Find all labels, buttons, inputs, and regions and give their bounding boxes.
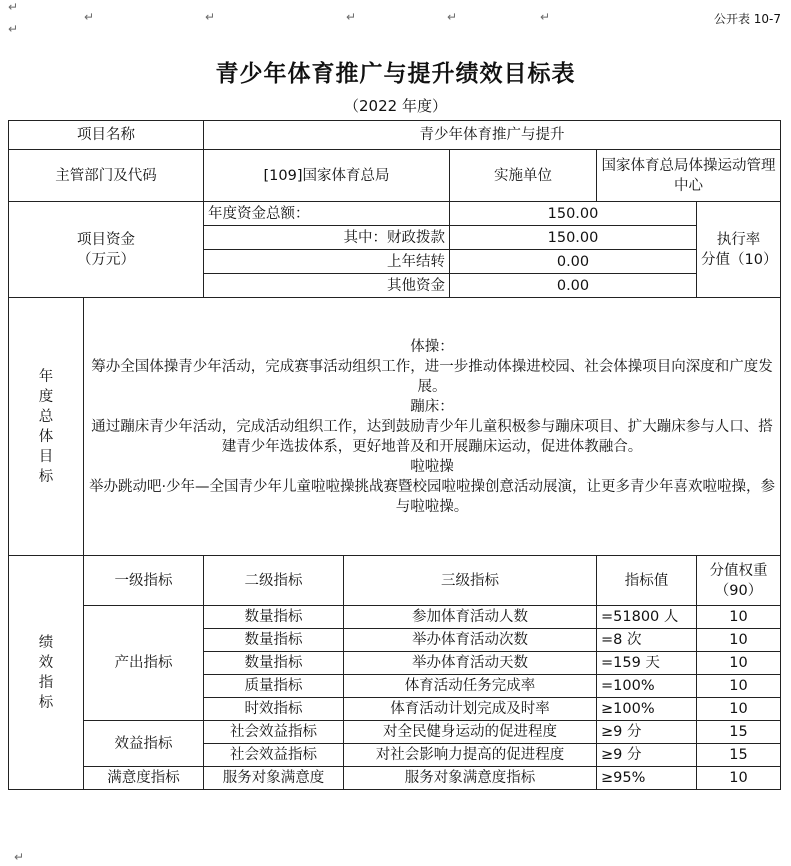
value-cell: =100% [597, 675, 697, 698]
value-cell: ≥9 分 [597, 721, 697, 744]
dept-row [9, 150, 781, 202]
performance-table [8, 120, 781, 790]
header-value: 指标值 [597, 556, 697, 606]
goals-label [9, 298, 84, 556]
level2-cell: 质量指标 [204, 675, 344, 698]
value-cell: ≥9 分 [597, 744, 697, 767]
indicator-header-row [9, 556, 781, 606]
goals-label-char: 体 [38, 428, 54, 445]
level2-cell: 数量指标 [204, 606, 344, 629]
indicators-label-char: 效 [38, 654, 54, 671]
level2-cell: 社会效益指标 [204, 744, 344, 767]
funds-label-line2: （万元） [77, 251, 135, 268]
paragraph-mark: ↵ [205, 10, 216, 24]
weight-cell: 10 [697, 629, 781, 652]
paragraph-mark: ↵ [84, 10, 95, 24]
header-level1: 一级指标 [84, 556, 204, 606]
table-row [9, 767, 781, 790]
weight-cell: 10 [697, 606, 781, 629]
paragraph-mark: ↵ [8, 22, 19, 36]
dept-label: 主管部门及代码 [9, 150, 204, 202]
paragraph-mark: ↵ [540, 10, 551, 24]
goals-text [84, 298, 781, 556]
level3-cell: 服务对象满意度指标 [344, 767, 597, 790]
goals-label-char: 总 [38, 408, 54, 425]
funds-item-value: 150.00 [450, 226, 697, 250]
paragraph-mark: ↵ [14, 850, 25, 864]
level3-cell: 体育活动任务完成率 [344, 675, 597, 698]
header-level2: 二级指标 [204, 556, 344, 606]
funds-item-label: 其他资金 [204, 274, 450, 298]
table-row [9, 606, 781, 629]
weight-cell: 15 [697, 744, 781, 767]
level1-benefit: 效益指标 [84, 721, 204, 767]
paragraph-mark: ↵ [346, 10, 357, 24]
level3-cell: 体育活动计划完成及时率 [344, 698, 597, 721]
project-name-row [9, 121, 781, 150]
funds-label-line1: 项目资金 [77, 231, 135, 248]
header-weight-line2: （90） [714, 582, 763, 599]
weight-cell: 10 [697, 652, 781, 675]
level1-satisfaction: 满意度指标 [84, 767, 204, 790]
document-title: 青少年体育推广与提升绩效目标表 [215, 61, 576, 87]
goals-label-char: 标 [38, 468, 54, 485]
exec-rate-line2: 分值（10） [701, 251, 778, 268]
level2-cell: 时效指标 [204, 698, 344, 721]
goals-row [9, 298, 781, 556]
funds-item-label: 年度资金总额： [204, 202, 450, 226]
document-year: （2022 年度） [344, 97, 447, 115]
level2-cell: 数量指标 [204, 652, 344, 675]
goals-label-char: 目 [38, 448, 54, 465]
funds-item-label: 其中：财政拨款 [204, 226, 450, 250]
level3-cell: 举办体育活动天数 [344, 652, 597, 675]
header-weight-line1: 分值权重 [709, 562, 768, 579]
project-name-label: 项目名称 [9, 121, 204, 150]
weight-cell: 10 [697, 698, 781, 721]
header-weight [697, 556, 781, 606]
goal-heading-cheerleading: 啦啦操 [410, 458, 454, 475]
document-code: 公开表 10-7 [713, 12, 781, 26]
level3-cell: 举办体育活动次数 [344, 629, 597, 652]
unit-value: 国家体育总局体操运动管理中心 [597, 150, 781, 202]
goals-label-char: 年 [38, 368, 54, 385]
weight-cell: 10 [697, 767, 781, 790]
goals-label-char: 度 [38, 388, 54, 405]
table-row [9, 721, 781, 744]
value-cell: ≥95% [597, 767, 697, 790]
level1-output: 产出指标 [84, 606, 204, 721]
level2-cell: 数量指标 [204, 629, 344, 652]
funds-item-value: 150.00 [450, 202, 697, 226]
level3-cell: 对全民健身运动的促进程度 [344, 721, 597, 744]
value-cell: =51800 人 [597, 606, 697, 629]
weight-cell: 10 [697, 675, 781, 698]
header-level3: 三级指标 [344, 556, 597, 606]
goal-heading-trampoline: 蹦床： [410, 398, 454, 415]
exec-rate-line1: 执行率 [716, 231, 761, 248]
level2-cell: 服务对象满意度 [204, 767, 344, 790]
indicators-label-char: 绩 [38, 634, 54, 651]
indicators-label-char: 指 [38, 674, 54, 691]
value-cell: =159 天 [597, 652, 697, 675]
funds-item-value: 0.00 [450, 250, 697, 274]
level3-cell: 参加体育活动人数 [344, 606, 597, 629]
weight-cell: 15 [697, 721, 781, 744]
level2-cell: 社会效益指标 [204, 721, 344, 744]
paragraph-mark: ↵ [8, 0, 19, 14]
indicators-label-char: 标 [38, 694, 54, 711]
value-cell: ≥100% [597, 698, 697, 721]
project-name-value: 青少年体育推广与提升 [204, 121, 781, 150]
exec-rate-label [697, 202, 781, 298]
funds-label [9, 202, 204, 298]
goal-text-trampoline: 通过蹦床青少年活动，完成活动组织工作，达到鼓励青少年儿童积极参与蹦床项目、扩大蹦床参与人口、搭建青少年选拔体系，更好地普及和开展蹦床运动，促进体教融合。 [91, 418, 773, 455]
dept-value: [109]国家体育总局 [204, 150, 450, 202]
unit-label: 实施单位 [450, 150, 597, 202]
level3-cell: 对社会影响力提高的促进程度 [344, 744, 597, 767]
funds-row-total [9, 202, 781, 226]
value-cell: =8 次 [597, 629, 697, 652]
goal-text-gymnastics: 筹办全国体操青少年活动，完成赛事活动组织工作，进一步推动体操进校园、社会体操项目向深度和广度发展。 [91, 358, 773, 395]
indicators-label [9, 556, 84, 790]
funds-item-label: 上年结转 [204, 250, 450, 274]
goal-heading-gymnastics: 体操： [410, 338, 454, 355]
goal-text-cheerleading: 举办跳动吧·少年—全国青少年儿童啦啦操挑战赛暨校园啦啦操创意活动展演，让更多青少年喜欢啦啦操，参与啦啦操。 [88, 478, 776, 515]
paragraph-mark: ↵ [447, 10, 458, 24]
funds-item-value: 0.00 [450, 274, 697, 298]
